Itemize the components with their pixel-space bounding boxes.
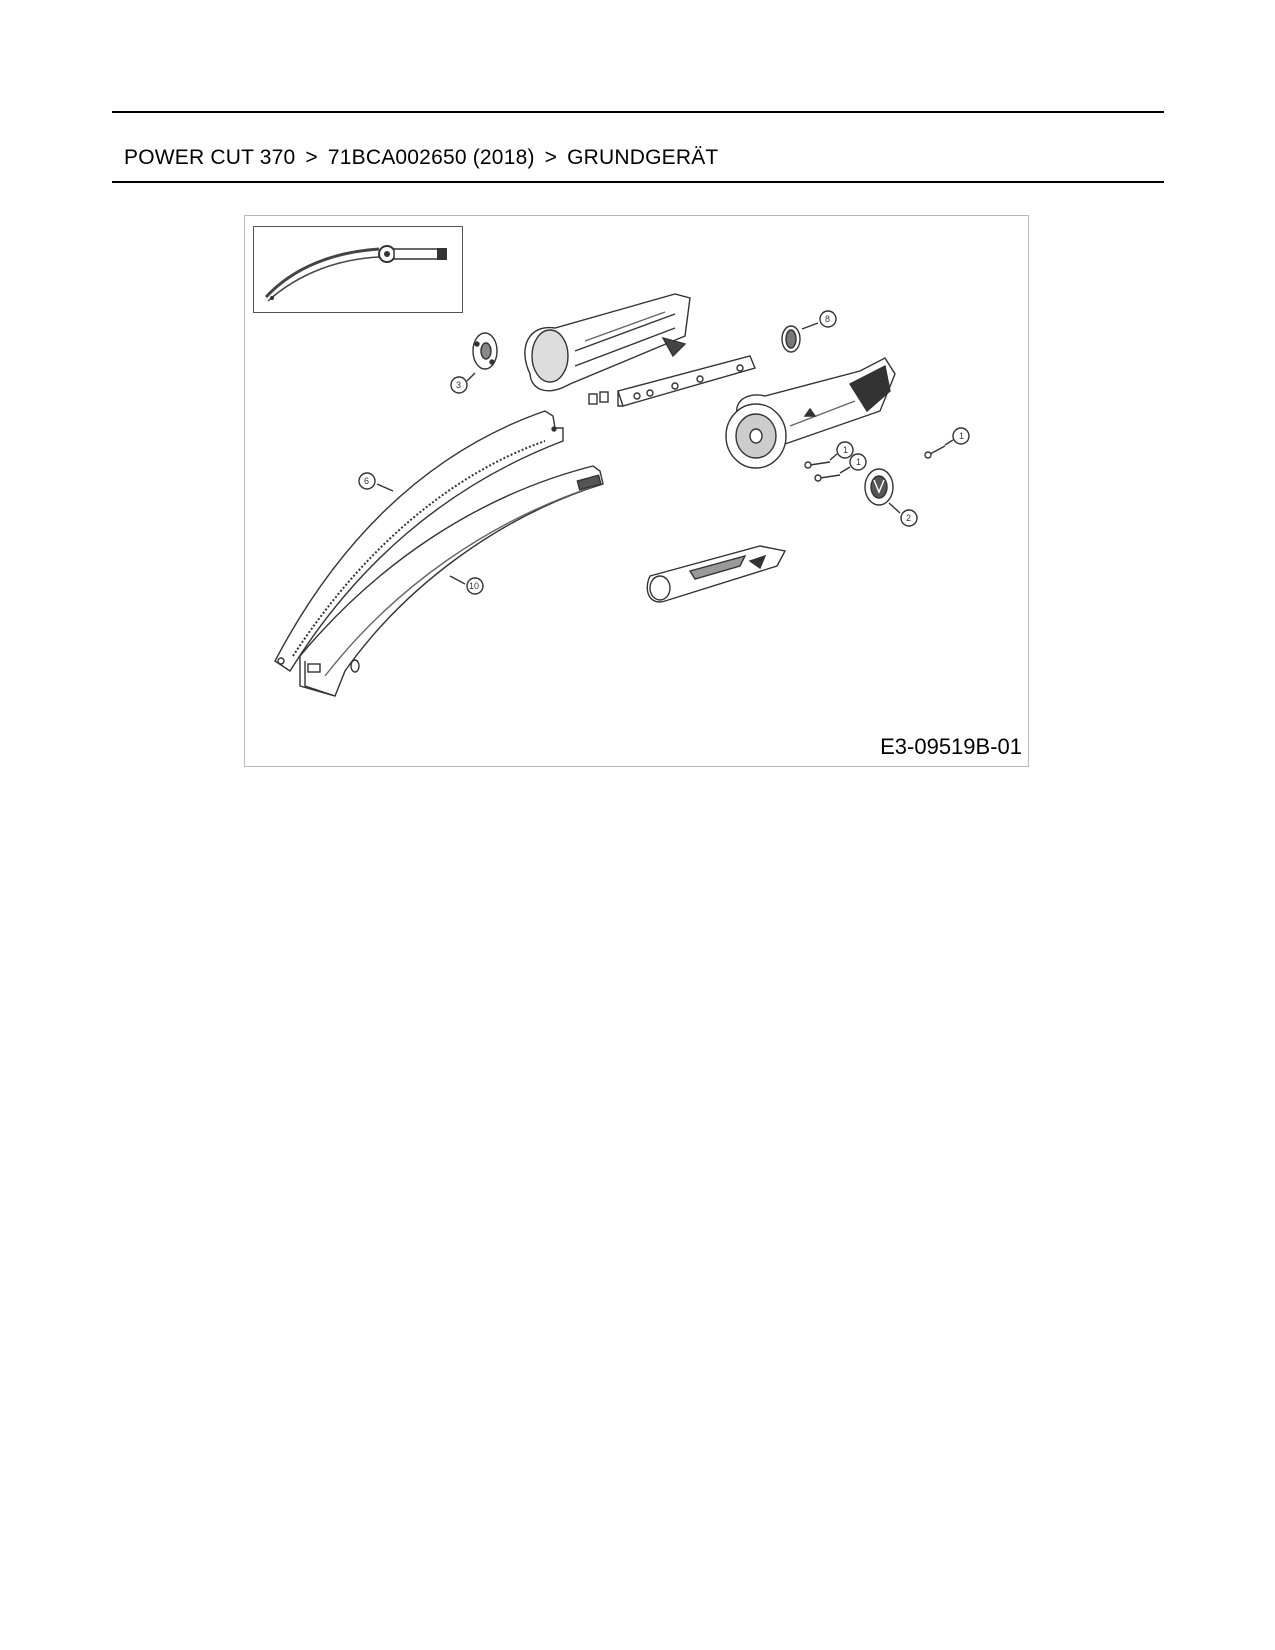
callout-10-label: 10	[469, 581, 480, 591]
breadcrumb-separator: >	[544, 146, 558, 169]
upper-housing-part	[525, 294, 690, 391]
callout-6-label: 6	[364, 476, 370, 486]
callout-8-label: 8	[825, 314, 831, 324]
callout-1-label-c: 1	[959, 431, 965, 441]
callout-1-label-a: 1	[843, 445, 849, 455]
parts-diagram	[244, 215, 1029, 767]
lower-housing-part	[726, 358, 895, 468]
breadcrumb-item-model[interactable]: POWER CUT 370	[124, 146, 296, 169]
breadcrumb	[124, 146, 718, 170]
header-bottom-rule	[112, 181, 1164, 183]
callout-1-label-b: 1	[856, 457, 862, 467]
metal-bar-part	[618, 356, 755, 406]
breadcrumb-item-serial[interactable]: 71BCA002650 (2018)	[327, 146, 535, 169]
sleeve-part	[782, 326, 800, 352]
figure-code: E3-09519B-01	[880, 734, 1022, 759]
knob-cap-part	[865, 469, 893, 505]
breadcrumb-item-section: GRUNDGERÄT	[567, 146, 719, 169]
saw-blade-part	[275, 411, 563, 671]
callout-3-label: 3	[456, 380, 462, 390]
callout-2-label: 2	[906, 513, 912, 523]
header-top-rule	[112, 111, 1164, 113]
pins-part	[589, 392, 608, 404]
exploded-view-drawing	[245, 216, 1028, 766]
handle-grip-part	[647, 546, 785, 602]
breadcrumb-separator: >	[305, 146, 318, 169]
flange-washer-part	[473, 333, 497, 369]
